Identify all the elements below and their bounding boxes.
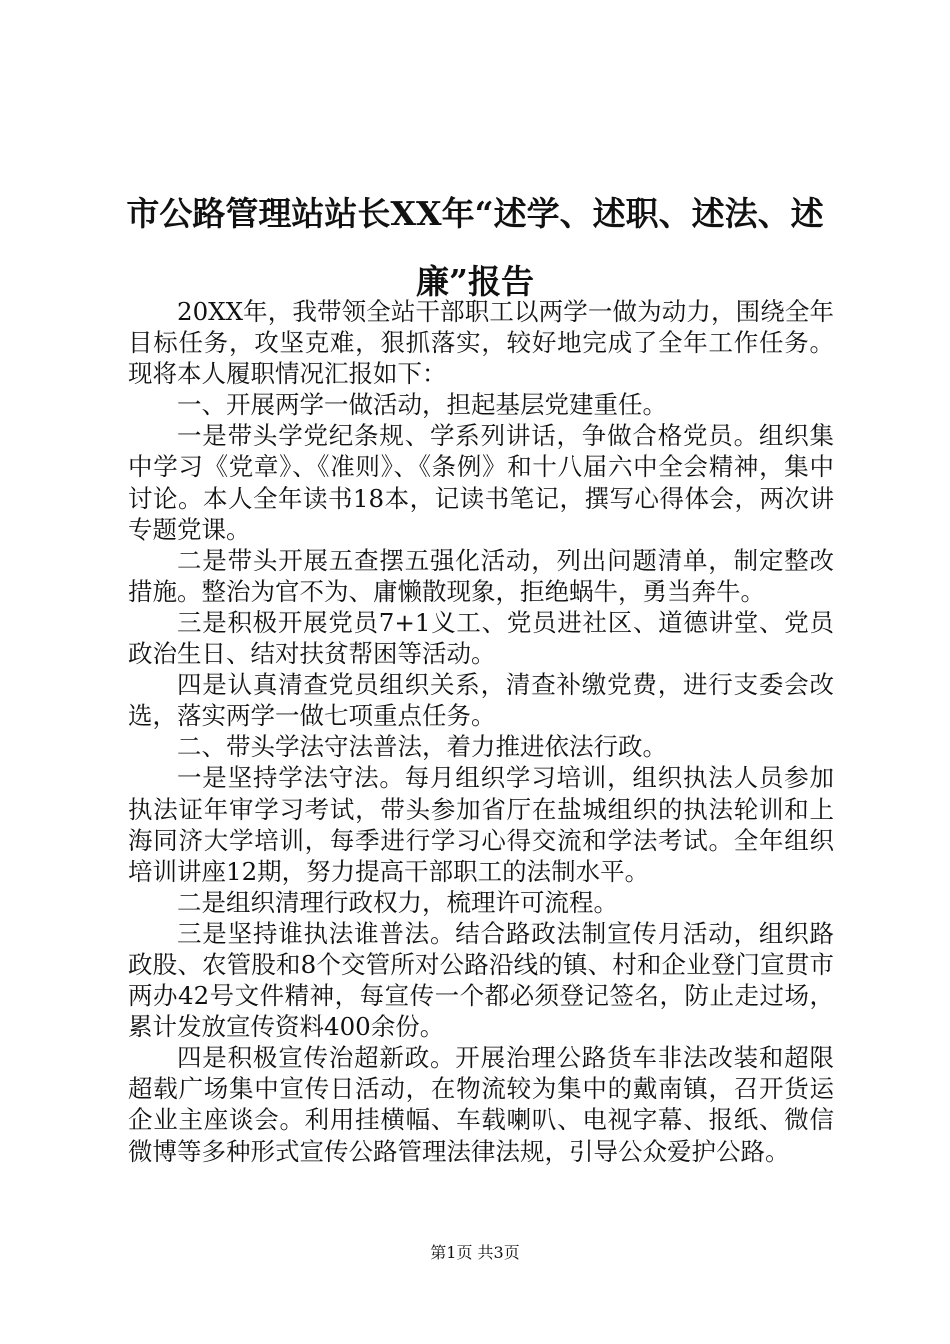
paragraph: 四是认真清查党员组织关系，清查补缴党费，进行支委会改选，落实两学一做七项重点任务。 xyxy=(128,670,834,731)
paragraph: 一是带头学党纪条规、学系列讲话，争做合格党员。组织集中学习《党章》、《准则》、《条例》和十八届六中全会精神，集中讨论。本人全年读书18本，记读书笔记，撰写心得体会，两次讲专题党课。 xyxy=(128,421,834,544)
page-footer: 第1页 共3页 xyxy=(430,1243,520,1262)
section-heading: 一、开展两学一做活动，担起基层党建重任。 xyxy=(177,390,667,420)
paragraph: 二是组织清理行政权力，梳理许可流程。 xyxy=(177,887,618,917)
document-title: 市公路管理站站长XX年“述学、述职、述法、述廉”报告 xyxy=(126,194,824,301)
paragraph: 一是坚持学法守法。每月组织学习培训，组织执法人员参加执法证年审学习考试，带头参加省厅在盐城组织的执法轮训和上海同济大学培训，每季进行学习心得交流和学法考试。全年组织培训讲座12期，努力提高干部职工的法制水平。 xyxy=(128,763,834,886)
paragraph: 三是坚持谁执法谁普法。结合路政法制宣传月活动，组织路政股、农管股和8个交管所对公路沿线的镇、村和企业登门宣贯市两办42号文件精神，每宣传一个都必须登记签名，防止走过场，累计发放宣传资料400余份。 xyxy=(128,918,834,1042)
section-heading: 二、带头学法守法普法，着力推进依法行政。 xyxy=(177,732,667,762)
paragraph: 四是积极宣传治超新政。开展治理公路货车非法改装和超限超载广场集中宣传日活动，在物流较为集中的戴南镇，召开货运企业主座谈会。利用挂横幅、车载喇叭、电视字幕、报纸、微信微博等多种形式宣传公路管理法律法规，引导公众爱护公路。 xyxy=(128,1043,834,1166)
paragraph: 20XX年，我带领全站干部职工以两学一做为动力，围绕全年目标任务，攻坚克难，狠抓落实，较好地完成了全年工作任务。现将本人履职情况汇报如下： xyxy=(128,297,834,389)
paragraph: 二是带头开展五查摆五强化活动，列出问题清单，制定整改措施。整治为官不为、庸懒散现象，拒绝蜗牛，勇当奔牛。 xyxy=(128,545,834,606)
paragraph: 三是积极开展党员7+1义工、党员进社区、道德讲堂、党员政治生日、结对扶贫帮困等活动。 xyxy=(128,607,834,669)
document-body xyxy=(128,296,834,1167)
